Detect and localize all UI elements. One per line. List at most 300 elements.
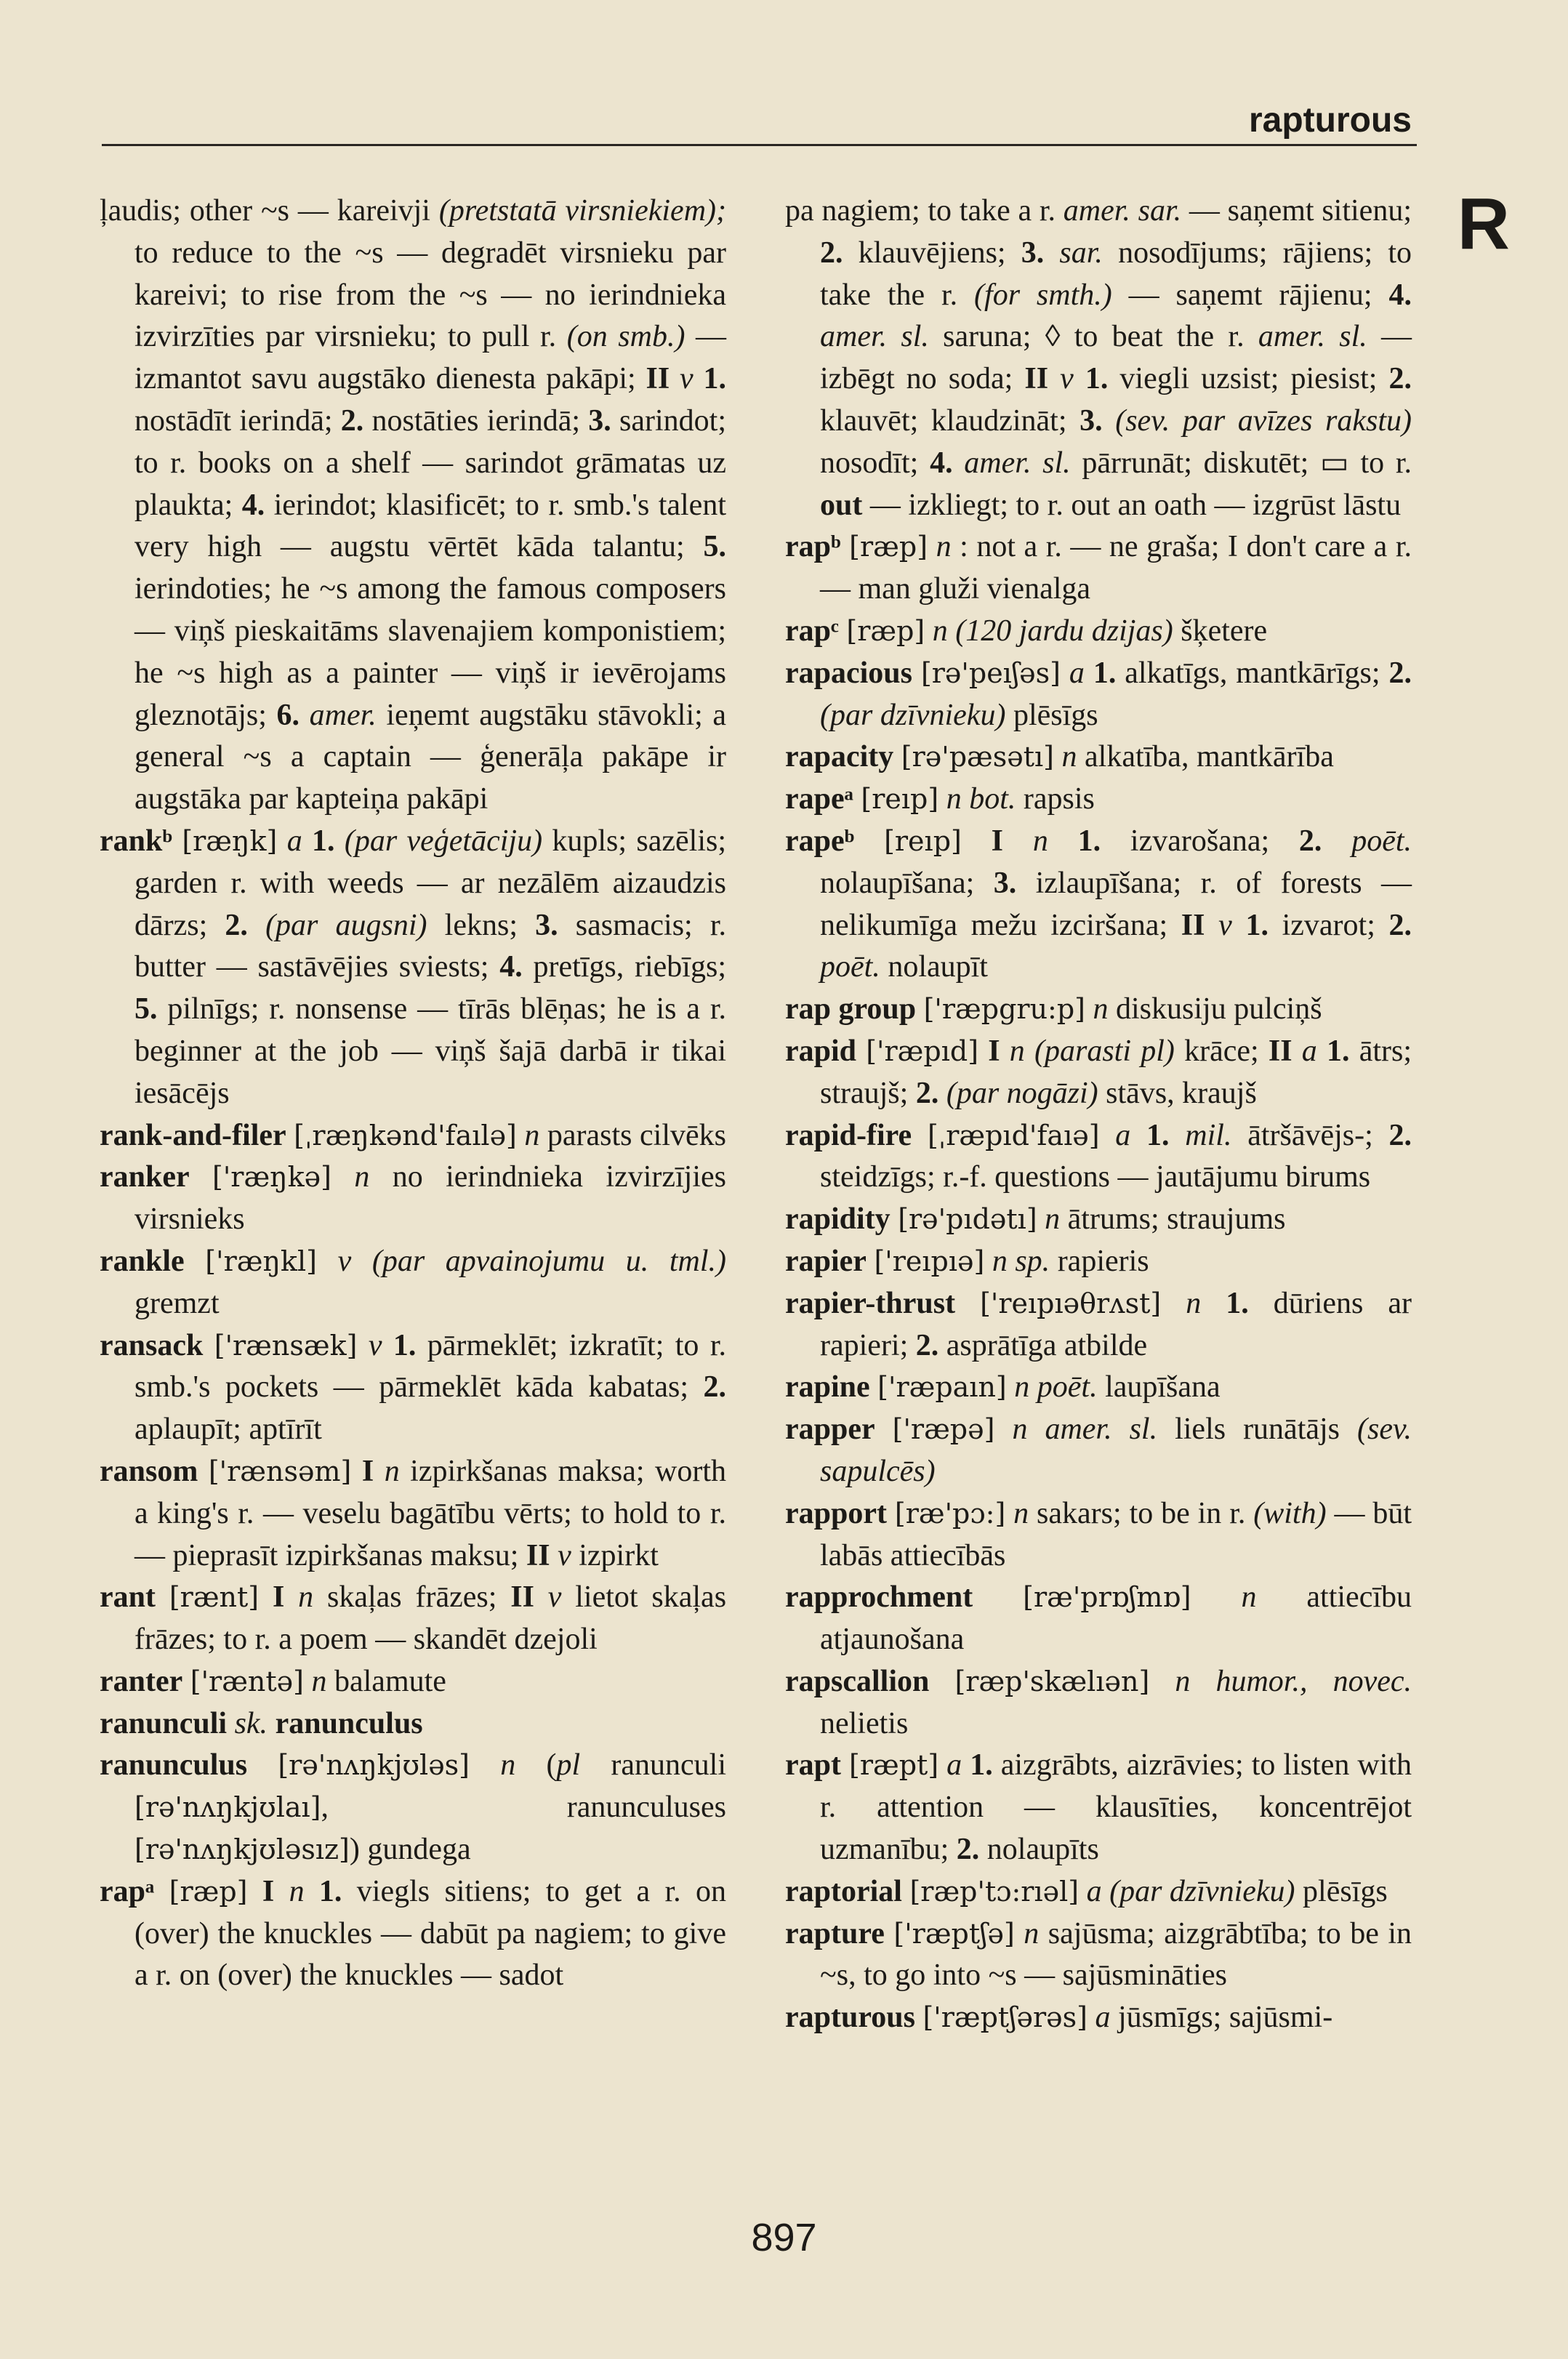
entry-bold-text: I: [272, 1580, 285, 1615]
entry-text: [203, 1329, 214, 1362]
entry-text: sakars; to be in r.: [1029, 1496, 1254, 1530]
dictionary-entry: [785, 1997, 1412, 2039]
dictionary-entry: [785, 1913, 1412, 1998]
entry-text: viegli uzsist; piesist;: [1108, 362, 1389, 396]
dictionary-entry: [785, 736, 1412, 779]
entry-italic-text: n: [500, 1748, 516, 1783]
entry-text: rapieris: [1050, 1244, 1149, 1278]
entry-text: [1037, 1202, 1045, 1236]
entry-text: pa nagiem; to take a r.: [785, 194, 1064, 228]
entry-bold-text: 3.: [993, 866, 1017, 900]
entry-phonetic: ['reıpıə]: [874, 1245, 985, 1277]
dictionary-entry: [785, 1241, 1412, 1283]
entry-bold-text: rapport: [785, 1496, 887, 1530]
entry-text: [938, 1748, 946, 1782]
entry-bold-text: 3.: [535, 908, 558, 942]
entry-text: [182, 1665, 190, 1698]
entry-italic-text: n: [1186, 1286, 1202, 1320]
entry-italic-text: sk.: [234, 1706, 268, 1740]
entry-phonetic: [rə'pıdətı]: [898, 1203, 1037, 1236]
entry-bold-text: rapeᵃ: [785, 782, 853, 816]
entry-bold-text: II: [1024, 362, 1049, 396]
entry-text: klauvēt; klaudzināt;: [820, 403, 1080, 438]
entry-text: [302, 824, 312, 858]
entry-text: [227, 1707, 235, 1740]
entry-text: sasmacis; r. butter — sastāvējies sviests;: [134, 908, 727, 984]
entry-bold-text: rapier: [785, 1244, 867, 1278]
entry-italic-text: sar.: [1059, 236, 1103, 270]
entry-text: [1149, 1665, 1175, 1698]
entry-text: [670, 362, 680, 395]
entry-bold-text: rapacity: [785, 740, 894, 774]
entry-phonetic: [rə'nʌŋkjʊləsız]: [134, 1833, 350, 1866]
entry-text: [1232, 909, 1246, 942]
entry-bold-text: 3.: [588, 403, 611, 438]
entry-italic-text: amer. sar.: [1063, 194, 1182, 228]
entry-bold-text: II: [510, 1580, 534, 1615]
entry-text: [357, 1329, 368, 1362]
entry-bold-text: 1.: [970, 1748, 993, 1783]
entry-text: [259, 1580, 273, 1614]
entry-text: [304, 1665, 312, 1698]
entry-text: ļaudis; other ~s — kareivji: [100, 194, 439, 228]
entry-text: [299, 699, 310, 732]
entry-italic-text: amer. sl.: [820, 320, 929, 354]
entry-text: [853, 782, 861, 816]
entry-text: [1003, 824, 1033, 858]
entry-phonetic: ['ræpgru:p]: [923, 993, 1086, 1026]
dictionary-entry: [785, 779, 1412, 821]
entry-text: [893, 740, 901, 773]
entry-text: [1048, 824, 1078, 858]
entry-italic-text: (par dzīvnieku): [820, 698, 1006, 732]
entry-phonetic: [rə'pæsətı]: [901, 741, 1055, 773]
entry-italic-text: (on smb.): [566, 320, 686, 354]
entry-text: nostāties ierindā;: [363, 403, 589, 438]
entry-italic-text: n: [1013, 1496, 1029, 1530]
entry-text: ranunculi: [580, 1748, 726, 1783]
entry-italic-text: n (120 jardu dzijas): [932, 614, 1173, 648]
entry-text: [938, 782, 946, 816]
entry-text: [286, 1119, 294, 1152]
entry-text: — saņemt rājienu;: [1111, 278, 1389, 312]
dictionary-entry: [785, 1115, 1412, 1199]
entry-text: aplaupīt; aptīrīt: [134, 1412, 322, 1447]
entry-bold-text: rapᵇ: [785, 530, 841, 564]
entry-text: [247, 1875, 262, 1908]
entry-text: [1161, 1287, 1186, 1320]
entry-text: [1201, 1287, 1226, 1320]
entry-phonetic: ['rænsæk]: [214, 1329, 358, 1362]
entry-phonetic: [ræpt]: [849, 1749, 939, 1782]
dictionary-entry: [100, 1703, 726, 1745]
entry-bold-text: rant: [100, 1580, 156, 1615]
entry-text: [953, 446, 965, 480]
entry-bold-text: 1.: [1226, 1286, 1249, 1320]
entry-italic-text: n: [1061, 740, 1077, 774]
entry-bold-text: rank-and-filer: [100, 1118, 286, 1152]
entry-text: [885, 1917, 894, 1950]
entry-bold-text: 2.: [1388, 908, 1412, 942]
entry-phonetic: [ræp'skælıən]: [954, 1665, 1150, 1697]
entry-text: [875, 1412, 893, 1446]
entry-text: pilnīgs; r. nonsense — tīrās blēņas; he is a r. beginner at the job — viņš šajā darbā ir tikai iesācējs: [134, 992, 726, 1110]
entry-bold-text: ranunculus: [100, 1748, 248, 1783]
entry-text: [870, 1370, 878, 1404]
entry-text: [1130, 1119, 1146, 1152]
entry-text: [154, 1875, 169, 1908]
entry-text: ) gundega: [349, 1833, 471, 1867]
page-number: 897: [751, 2216, 817, 2259]
entry-text: [929, 1665, 954, 1698]
entry-text: [938, 1077, 946, 1110]
entry-text: [1100, 1119, 1116, 1152]
dictionary-entry: [100, 1577, 726, 1661]
entry-text: plēsīgs: [1295, 1874, 1388, 1908]
entry-text: — saņemt sitienu;: [1181, 194, 1412, 228]
entry-phonetic: [ræp]: [846, 614, 925, 647]
entry-italic-text: a (par dzīvnieku): [1086, 1874, 1295, 1908]
entry-text: [856, 1034, 866, 1068]
entry-bold-text: rankᵇ: [100, 824, 172, 858]
entry-bold-text: 2.: [225, 908, 248, 942]
entry-bold-text: II: [1268, 1034, 1292, 1068]
entry-italic-text: v: [368, 1328, 382, 1362]
entry-text: ātršāvējs-;: [1231, 1118, 1389, 1152]
entry-bold-text: 3.: [1021, 236, 1045, 270]
entry-text: [550, 1539, 558, 1572]
entry-text: nolaupīts: [979, 1833, 1099, 1867]
entry-text: [374, 1455, 385, 1488]
entry-bold-text: 4.: [1388, 278, 1412, 312]
entry-bold-text: rapid-fire: [785, 1118, 912, 1152]
entry-bold-text: 2.: [1388, 656, 1412, 690]
entry-text: [268, 1707, 276, 1740]
entry-bold-text: 1.: [1093, 656, 1117, 690]
entry-text: nosodījums; rājiens; to take the r.: [820, 236, 1412, 312]
entry-text: [1322, 824, 1351, 858]
entry-bold-text: out: [820, 488, 863, 522]
entry-text: [962, 824, 992, 858]
entry-text: nostādīt ierindā;: [134, 403, 341, 438]
dictionary-entry: [785, 1409, 1412, 1493]
entry-italic-text: a: [1069, 656, 1085, 690]
entry-bold-text: rapier-thrust: [785, 1286, 956, 1320]
dictionary-entry: [100, 1871, 726, 1997]
dictionary-entry: [785, 1031, 1412, 1115]
entry-text: viegls sitiens; to get a r. on (over) the knuckles — dabūt pa nagiem; to give a r. on (over) the knuckles — sadot: [134, 1874, 727, 1993]
entry-bold-text: rapᵃ: [100, 1874, 155, 1908]
dictionary-entry: [785, 1199, 1412, 1241]
entry-bold-text: rap group: [785, 992, 917, 1026]
entry-bold-text: ranunculus: [275, 1706, 423, 1740]
entry-text: [973, 1580, 1023, 1614]
entry-phonetic: [reıp]: [884, 824, 962, 857]
entry-italic-text: v: [558, 1538, 571, 1572]
running-head: rapturous: [1248, 101, 1412, 140]
entry-text: [190, 1160, 212, 1194]
entry-text: dūriens ar rapieri;: [820, 1286, 1412, 1362]
entry-text: lietot skaļas frāzes; to r. a poem — skandēt dzejoli: [134, 1580, 727, 1657]
entry-italic-text: v: [680, 362, 693, 396]
dictionary-entry: [785, 190, 1412, 526]
entry-bold-text: rapeᵇ: [785, 824, 855, 858]
entry-text: sajūsma; aizgrābtība; to be in ~s, to go into ~s — sajūsmināties: [820, 1916, 1412, 1993]
entry-text: izpirkšanas maksa; worth a king's r. — veselu bagātību vērts; to hold to r. — pieprasīt izpirkšanas maksu;: [134, 1454, 727, 1572]
entry-bold-text: 3.: [1079, 403, 1103, 438]
entry-text: [1085, 992, 1093, 1026]
entry-italic-text: poēt.: [820, 950, 880, 984]
entry-text: [1079, 1875, 1087, 1908]
entry-text: [1205, 909, 1218, 942]
entry-italic-text: n poēt.: [1014, 1370, 1098, 1404]
entry-italic-text: n humor., novec.: [1175, 1664, 1412, 1698]
entry-text: krāce;: [1174, 1034, 1269, 1068]
entry-text: gremzt: [134, 1286, 220, 1320]
entry-italic-text: n: [936, 530, 952, 564]
entry-text: [351, 1455, 362, 1488]
entry-italic-text: a: [1115, 1118, 1131, 1152]
entry-text: liels runātājs: [1157, 1412, 1358, 1447]
entry-text: [1054, 740, 1062, 773]
entry-text: rapsis: [1016, 782, 1095, 816]
entry-italic-text: v (par apvainojumu u. tml.): [337, 1244, 726, 1278]
entry-text: nolaupīšana;: [820, 866, 994, 900]
entry-bold-text: rapidity: [785, 1202, 890, 1237]
entry-bold-text: rapacious: [785, 656, 913, 690]
entry-text: pārmeklēt; izkratīt; to r. smb.'s pockets — pārmeklēt kāda kabatas;: [134, 1328, 726, 1404]
entry-italic-text: amer.: [309, 698, 377, 732]
entry-italic-text: n: [1024, 1916, 1040, 1950]
entry-italic-text: (with): [1253, 1496, 1327, 1530]
entry-text: plēsīgs: [1005, 698, 1098, 732]
entry-text: nelietis: [820, 1706, 909, 1740]
entry-text: izvarot;: [1268, 908, 1389, 942]
entry-text: stāvs, kraujš: [1098, 1076, 1257, 1110]
entry-text: no ierindnieka izvirzījies virsnieks: [134, 1160, 726, 1237]
entry-text: [198, 1455, 209, 1488]
entry-text: laupīšana: [1097, 1370, 1221, 1404]
entry-phonetic: ['ræpıd]: [866, 1034, 979, 1067]
entry-italic-text: n: [384, 1454, 400, 1488]
entry-text: [841, 530, 850, 563]
dictionary-entry: [100, 190, 726, 821]
entry-text: [1048, 362, 1060, 395]
dictionary-entry: [100, 1157, 726, 1241]
header-rule: [102, 144, 1417, 146]
entry-text: [887, 1497, 895, 1530]
entry-text: ātrs; straujš;: [820, 1034, 1412, 1110]
entry-text: [305, 1875, 319, 1908]
entry-bold-text: rapt: [785, 1748, 841, 1783]
entry-text: diskusiju pulciņš: [1108, 992, 1322, 1026]
entry-phonetic: [rænt]: [169, 1581, 260, 1614]
dictionary-entry: [785, 611, 1412, 653]
entry-phonetic: [rə'nʌŋkjʊləs]: [278, 1749, 470, 1782]
entry-bold-text: I: [988, 1034, 1000, 1068]
entry-text: [331, 1160, 354, 1194]
dictionary-entry: [785, 1493, 1412, 1578]
entry-bold-text: I: [262, 1874, 275, 1908]
dictionary-entry: [100, 1451, 726, 1577]
entry-phonetic: [ræp'tɔ:rıəl]: [909, 1875, 1079, 1908]
entry-text: [916, 992, 924, 1026]
entry-text: ātrums; straujums: [1060, 1202, 1286, 1237]
entry-phonetic: ['ræptʃərəs]: [922, 2001, 1087, 2034]
entry-bold-text: 1.: [312, 824, 335, 858]
entry-text: [470, 1748, 500, 1782]
entry-bold-text: rapscallion: [785, 1664, 930, 1698]
entry-text: [994, 1412, 1012, 1446]
entry-phonetic: [ræŋk]: [182, 824, 278, 857]
entry-text: — izbēgt no soda;: [820, 320, 1412, 396]
entry-bold-text: rapᶜ: [785, 614, 839, 648]
entry-text: nolaupīt: [880, 950, 988, 984]
dictionary-entry: [785, 1283, 1412, 1367]
entry-text: [978, 1034, 988, 1068]
entry-phonetic: ['rænsəm]: [208, 1455, 352, 1487]
entry-italic-text: n: [524, 1118, 540, 1152]
entry-text: [274, 1875, 289, 1908]
entry-italic-text: n sp.: [992, 1244, 1050, 1278]
entry-text: [912, 1119, 928, 1152]
entry-text: alkatīgs, mantkārīgs;: [1116, 656, 1389, 690]
entry-bold-text: 5.: [703, 530, 726, 564]
entry-bold-text: ranter: [100, 1664, 183, 1698]
entry-italic-text: v: [1060, 362, 1074, 396]
entry-bold-text: 1.: [1085, 362, 1109, 396]
entry-italic-text: n amer. sl.: [1012, 1412, 1158, 1447]
entry-text: pretīgs, riebīgs;: [522, 950, 726, 984]
entry-italic-text: v: [547, 1580, 562, 1615]
entry-bold-text: ransom: [100, 1454, 198, 1488]
section-letter-tab: R: [1457, 183, 1510, 265]
entry-text: pārrunāt; diskutēt; ▭ to r.: [1070, 446, 1412, 480]
entry-text: šķetere: [1173, 614, 1268, 648]
entry-text: [1061, 656, 1069, 690]
dictionary-entry: [785, 1871, 1412, 1913]
entry-bold-text: 2.: [340, 403, 364, 438]
entry-bold-text: rankle: [100, 1244, 185, 1278]
dictionary-entry: [100, 1241, 726, 1325]
entry-bold-text: 1.: [1077, 824, 1101, 858]
entry-text: steidzīgs; r.-f. questions — jautājumu birums: [820, 1160, 1371, 1194]
entry-text: aizgrābts, aizrāvies; to listen with r. attention — klausīties, koncentrējot uzmanību;: [820, 1748, 1412, 1867]
entry-phonetic: [ræp]: [849, 531, 928, 563]
entry-italic-text: a: [946, 1748, 962, 1783]
entry-text: [890, 1202, 898, 1236]
entry-text: [1074, 362, 1085, 395]
entry-text: ierindot; klasificēt; to r. smb.'s talent very high — augstu vērtēt kāda talantu;: [134, 488, 726, 564]
entry-text: , ranunculuses: [321, 1791, 726, 1825]
entry-italic-text: n (parasti pl): [1009, 1034, 1175, 1068]
entry-italic-text: mil.: [1185, 1118, 1232, 1152]
entry-text: sarindot; to r. books on a shelf — sarindot grāmatas uz plaukta;: [134, 403, 726, 522]
entry-text: saruna; ◊ to beat the r.: [928, 320, 1258, 354]
entry-bold-text: rapid: [785, 1034, 857, 1068]
entry-text: ierindoties; he ~s among the famous composers — viņš pieskaitāms slavenajiem komponistiem; he ~s high as a painter — viņš ir ievērojams gleznotājs;: [134, 572, 726, 732]
dictionary-entry: [785, 1367, 1412, 1409]
entry-text: (: [515, 1748, 557, 1783]
entry-bold-text: II: [646, 362, 670, 396]
entry-text: [1103, 404, 1116, 438]
entry-text: balamute: [326, 1664, 446, 1698]
entry-bold-text: 1.: [1146, 1118, 1170, 1152]
dictionary-entry: [785, 989, 1412, 1031]
entry-bold-text: ranunculi: [100, 1706, 228, 1740]
entry-text: [1085, 656, 1093, 690]
entry-text: [382, 1329, 393, 1362]
entry-text: jūsmīgs; sajūsmi-: [1110, 2001, 1333, 2035]
entry-bold-text: rapprochment: [785, 1580, 973, 1615]
entry-italic-text: (par veģetāciju): [344, 824, 543, 858]
entry-phonetic: [ræ'prɒʃmɒ]: [1023, 1581, 1191, 1614]
dictionary-entry: [100, 1115, 726, 1157]
entry-italic-text: n: [1241, 1580, 1257, 1615]
entry-italic-text: a: [286, 824, 302, 858]
entry-text: [955, 1287, 980, 1320]
entry-text: [693, 362, 704, 395]
entry-italic-text: (sev. sapulcēs): [820, 1412, 1412, 1488]
entry-phonetic: [reıp]: [861, 783, 939, 816]
entry-bold-text: 2.: [820, 236, 843, 270]
entry-text: [1015, 1917, 1024, 1950]
entry-text: [517, 1119, 525, 1152]
entry-italic-text: n: [1093, 992, 1109, 1026]
entry-text: [1005, 1497, 1013, 1530]
entry-italic-text: a: [1301, 1034, 1317, 1068]
entry-text: [277, 824, 286, 858]
entry-text: [1007, 1370, 1015, 1404]
dictionary-entry: [100, 1745, 726, 1870]
entry-text: [1292, 1034, 1302, 1068]
entry-bold-text: rapturous: [785, 2001, 915, 2035]
left-column: [100, 190, 726, 1997]
entry-bold-text: 2.: [956, 1833, 980, 1867]
entry-bold-text: 6.: [276, 698, 300, 732]
entry-text: [854, 824, 884, 858]
entry-italic-text: poēt.: [1351, 824, 1412, 858]
entry-text: nosodīt;: [820, 446, 930, 480]
entry-text: ieņemt augstāku stāvokli; a general ~s a captain — ģenerāļa pakāpe ir augstāka par kapteiņa pakāpi: [134, 698, 727, 816]
entry-text: [1000, 1034, 1010, 1068]
entry-italic-text: v: [1218, 908, 1232, 942]
entry-italic-text: n: [289, 1874, 305, 1908]
entry-bold-text: 2.: [1388, 362, 1412, 396]
entry-text: to reduce to the ~s — degradēt virsnieku par kareivi; to rise from the ~s — no ierindnieka izvirzīties par virsnieku; to pull r.: [134, 236, 726, 354]
dictionary-entry: [785, 1661, 1412, 1745]
entry-text: [925, 614, 933, 648]
entry-italic-text: n: [311, 1664, 327, 1698]
entry-italic-text: pl: [556, 1748, 581, 1783]
entry-bold-text: rapture: [785, 1916, 885, 1950]
entry-italic-text: n bot.: [946, 782, 1016, 816]
entry-text: [248, 909, 265, 942]
entry-phonetic: ['ræŋkə]: [212, 1161, 331, 1194]
entry-italic-text: n: [1045, 1202, 1061, 1237]
entry-text: attiecību atjaunošana: [820, 1580, 1412, 1657]
entry-text: skaļas frāzes;: [313, 1580, 511, 1615]
entry-text: [867, 1245, 875, 1278]
entry-text: [247, 1748, 278, 1782]
entry-bold-text: I: [361, 1454, 374, 1488]
entry-phonetic: ['ræŋkl]: [205, 1245, 317, 1277]
entry-text: [335, 824, 345, 858]
entry-italic-text: a: [1095, 2001, 1111, 2035]
entry-bold-text: 1.: [318, 1874, 342, 1908]
entry-phonetic: ['ræpə]: [892, 1413, 995, 1446]
entry-italic-text: n: [1032, 824, 1048, 858]
